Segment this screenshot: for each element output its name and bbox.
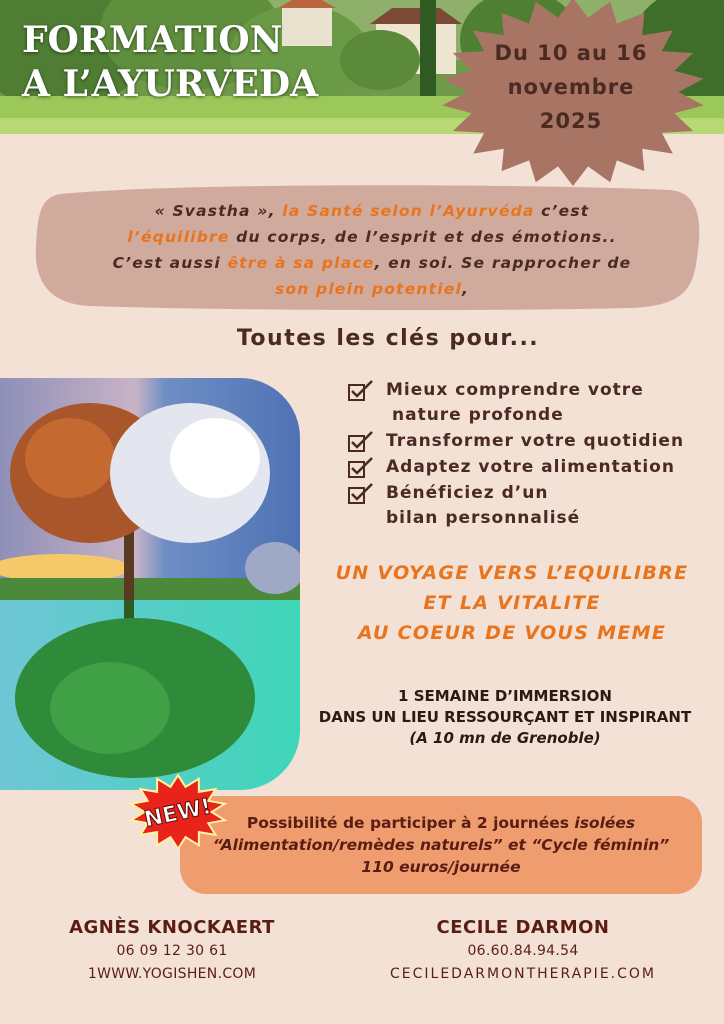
- quote-highlight: être à sa place: [227, 254, 375, 272]
- quote-part: « Svastha »,: [154, 202, 283, 220]
- voyage-line-2: ET LA VITALITE: [423, 592, 601, 614]
- list-item: [346, 429, 716, 454]
- checkbox-checked-icon: [348, 457, 374, 479]
- dates-line-3: 2025: [539, 109, 603, 133]
- offer-line-3: 110 euros/journée: [361, 858, 521, 876]
- checkbox-checked-icon: [348, 431, 374, 453]
- checklist-text-cont: nature profonde: [392, 405, 564, 425]
- quote-highlight: son plein potentiel: [274, 280, 462, 298]
- immersion-line-2: DANS UN LIEU RESSOURÇANT ET INSPIRANT: [318, 708, 692, 726]
- checkbox-checked-icon: [348, 380, 374, 402]
- checklist-text: Bénéficiez d’un: [386, 483, 549, 503]
- contact-name: AGNÈS KNOCKAERT: [69, 917, 275, 938]
- checklist-text-cont: bilan personnalisé: [386, 508, 581, 528]
- new-badge-label: NEW!: [142, 794, 214, 833]
- benefits-checklist: [346, 378, 716, 532]
- dates-line-2: novembre: [507, 75, 635, 99]
- contact-agnes: [58, 916, 286, 986]
- contact-phone[interactable]: 06.60.84.94.54: [467, 943, 579, 959]
- dates-line-1: Du 10 au 16: [494, 41, 648, 65]
- contact-name: CECILE DARMON: [436, 917, 610, 938]
- checklist-text: Mieux comprendre votre: [386, 380, 644, 400]
- page-title: [22, 18, 318, 106]
- quote-part: du corps, de l’esprit et des émotions..: [229, 228, 617, 246]
- contact-website[interactable]: CECILEDARMONTHERAPIE.COM: [390, 966, 656, 982]
- tree-illustration: [0, 378, 300, 790]
- offer-line-1-emph: isolées: [574, 814, 636, 832]
- voyage-tagline: [312, 558, 712, 648]
- checklist-text: Adaptez votre alimentation: [386, 457, 675, 477]
- immersion-location: (A 10 mn de Grenoble): [409, 729, 601, 747]
- list-item: [346, 481, 716, 531]
- contact-cecile: [370, 916, 676, 986]
- checklist-text: Transformer votre quotidien: [386, 431, 685, 451]
- offer-line-1-text: Possibilité de participer à 2 journées: [246, 814, 575, 832]
- checkbox-checked-icon: [348, 483, 374, 505]
- title-line-1: FORMATION: [22, 19, 283, 61]
- contact-website[interactable]: 1WWW.YOGISHEN.COM: [87, 966, 257, 982]
- list-item: [346, 378, 716, 428]
- quote-part: , en soi. Se rapprocher de: [374, 254, 632, 272]
- immersion-info: [300, 686, 710, 749]
- quote-highlight: la Santé selon l’Ayurvéda: [282, 202, 535, 220]
- offer-line-1: [180, 812, 702, 834]
- list-item: [346, 455, 716, 480]
- four-seasons-tree-image: [0, 378, 300, 790]
- event-dates: [470, 36, 672, 138]
- voyage-line-1: UN VOYAGE VERS L’EQUILIBRE: [335, 562, 689, 584]
- contact-phone[interactable]: 06 09 12 30 61: [116, 943, 228, 959]
- voyage-line-3: AU COEUR DE VOUS MEME: [357, 622, 667, 644]
- offer-text: [180, 812, 702, 878]
- quote-part: C’est aussi: [112, 254, 228, 272]
- title-line-2: A L’AYURVEDA: [22, 63, 319, 105]
- keys-heading: Toutes les clés pour...: [236, 326, 540, 351]
- immersion-line-1: 1 SEMAINE D’IMMERSION: [398, 687, 612, 705]
- quote-part: ,: [461, 280, 470, 298]
- svastha-quote: [60, 198, 684, 302]
- offer-line-2: “Alimentation/remèdes naturels” et “Cycle féminin”: [212, 836, 670, 854]
- quote-part: c’est: [534, 202, 590, 220]
- quote-highlight: l’équilibre: [127, 228, 230, 246]
